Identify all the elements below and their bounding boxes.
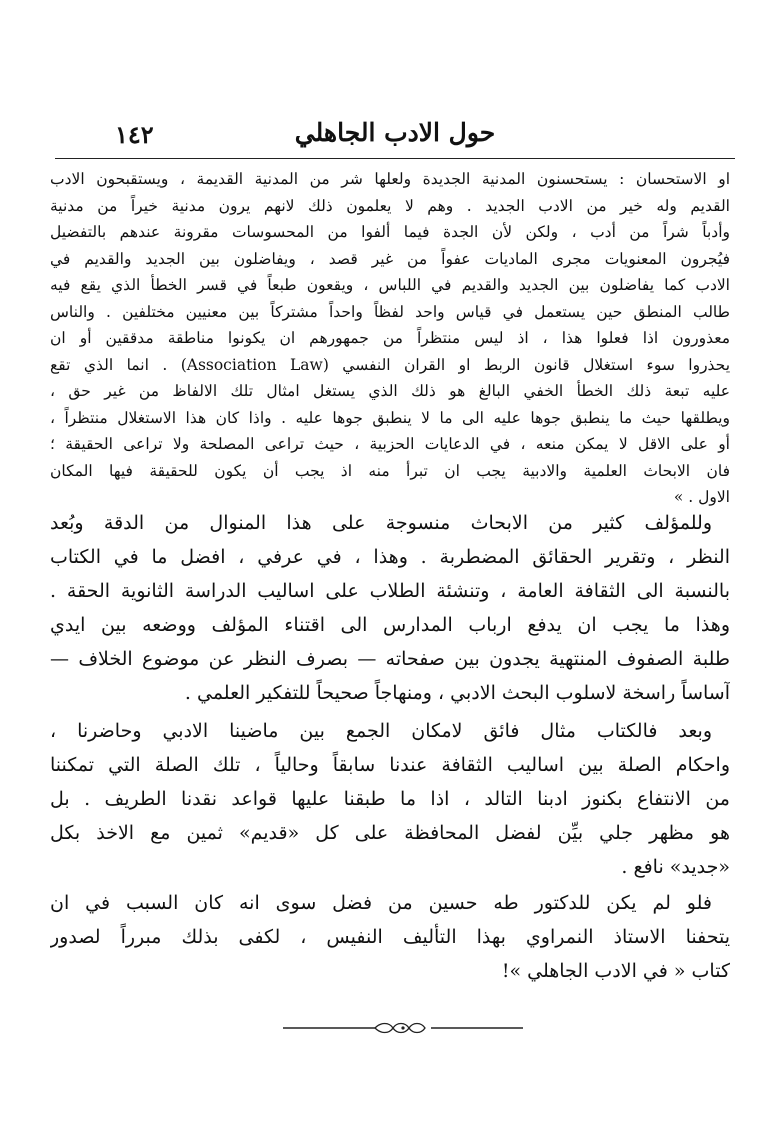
quote-line: عليه تبعة ذلك الخطأ الخفي البالغ هو ذلك الذي يستغل امثال تلك الالفاظ من غير حق ، <box>50 382 730 400</box>
quote-line: أو على الاقل لا يمكن منعه ، في الدعايات الحزبية ، حيث تراعى المصلحة ولا تراعى الحقيقة ؛ <box>50 435 730 453</box>
paragraph-line: هو مظهر جلي بيِّن لفضل المحافظة على كل «قديم» ثمين مع الاخذ بكل <box>50 822 730 844</box>
quote-line: فان الابحاث العلمية والادبية يجب ان تبرأ منه اذ يجب أن يكون للحقيقة فيها المكان <box>50 461 730 480</box>
paragraph-line: كتاب « في الادب الجاهلي »! <box>501 960 730 982</box>
paragraph-line: آساساً راسخة لاسلوب البحث الادبي ، ومنهاجاً صحيحاً للتفكير العلمي . <box>184 682 730 704</box>
paragraph-line: من الانتفاع بكنوز ادبنا التالد ، اذا ما طبقنا عليها قواعد نقدنا الطريف . بل <box>50 788 730 810</box>
quote-line: ويطلقها حيث ما ينطبق جوها عليه الى ما لا ينطبق جوها عليه . واذا كان هذا الاستغلال منتظراً ، <box>50 408 730 427</box>
quote-line: وأدباً شراً من أدب ، ولكن لأن الجدة فيما ألفوا من المحسوسات مقرونة عندهم بالتفضيل <box>50 223 730 241</box>
quote-line: او الاستحسان : يستحسنون المدنية الجديدة ولعلها شر من المدنية القديمة ، ويستقبحون الادب <box>50 170 730 188</box>
header-rule <box>55 158 735 159</box>
quote-line: الاول . » <box>673 488 730 506</box>
page-number: ١٤٢ <box>115 120 154 149</box>
paragraph-line: وهذا ما يجب ان يدفع ارباب المدارس الى اقتناء المؤلف ووضعه بين ايدي <box>50 614 730 636</box>
paragraph-line: بالنسبة الى الثقافة العامة ، وتنشئة الطلاب على اساليب الدراسة الثانوية الحقة . <box>50 580 730 602</box>
quote-line: القديم وله خير من الادب الجديد . وهم لا يعلمون ذلك لانهم يرون مدنية خيراً من مدنية <box>50 196 730 215</box>
paragraph-line: طلبة الصفوف المنتهية يجدون بين صفحاته — بصرف النظر عن موضوع الخلاف — <box>50 648 730 670</box>
paragraph-line: وبعد فالكتاب مثال فائق لامكان الجمع بين ماضينا الادبي وحاضرنا ، <box>50 720 712 742</box>
quoted-passage <box>50 166 730 511</box>
running-title: حول الادب الجاهلي <box>294 118 496 147</box>
paragraph-line: فلو لم يكن للدكتور طه حسين من فضل سوى انه كان السبب في ان <box>50 892 712 914</box>
paragraph <box>50 506 730 710</box>
paragraph-line: يتحفنا الاستاذ النمراوي بهذا التأليف النفيس ، لكفى بذلك مبرراً لصدور <box>50 926 730 948</box>
paragraph-line: واحكام الصلة بين اساليب الثقافة عندنا سابقاً وحالياً ، تلك الصلة التي تمكننا <box>50 754 730 776</box>
quote-line: معذورون اذا فعلوا هذا ، اذ ليس منتظراً من جمهورهم ان يكونوا مناطقة مدققين أو ان <box>50 329 730 347</box>
end-ornament-icon <box>283 1020 523 1036</box>
page-header <box>55 118 735 162</box>
paragraph <box>50 714 730 884</box>
paragraph-line: «جديد» نافع . <box>621 856 730 878</box>
paragraph-line: النظر ، وتقرير الحقائق المضطربة . وهذا ، في عرفي ، افضل ما في الكتاب <box>50 546 730 568</box>
paragraph-line: وللمؤلف كثير من الابحاث منسوجة على هذا المنوال من الدقة وبُعد <box>50 512 712 534</box>
quote-line: فيُجرون المعنويات مجرى الماديات عفواً من غير قصد ، ويفاضلون بين الجديد والقديم في <box>50 249 730 268</box>
quote-line: الادب كما يفاضلون بين الجديد والقديم في اللباس ، ويقعون طبعاً في قسر الخطأ الذي يقع فيه <box>50 276 730 294</box>
paragraph <box>50 886 730 988</box>
quote-line: طالب المنطق حين يستعمل في قياس واحد لفظاً واحداً مشتركاً بين معنيين مختلفين . والناس <box>50 302 730 321</box>
quote-line: يحذروا سوء استغلال قانون الربط او القران النفسي (Association Law) . انما الذي تقع <box>50 355 730 374</box>
